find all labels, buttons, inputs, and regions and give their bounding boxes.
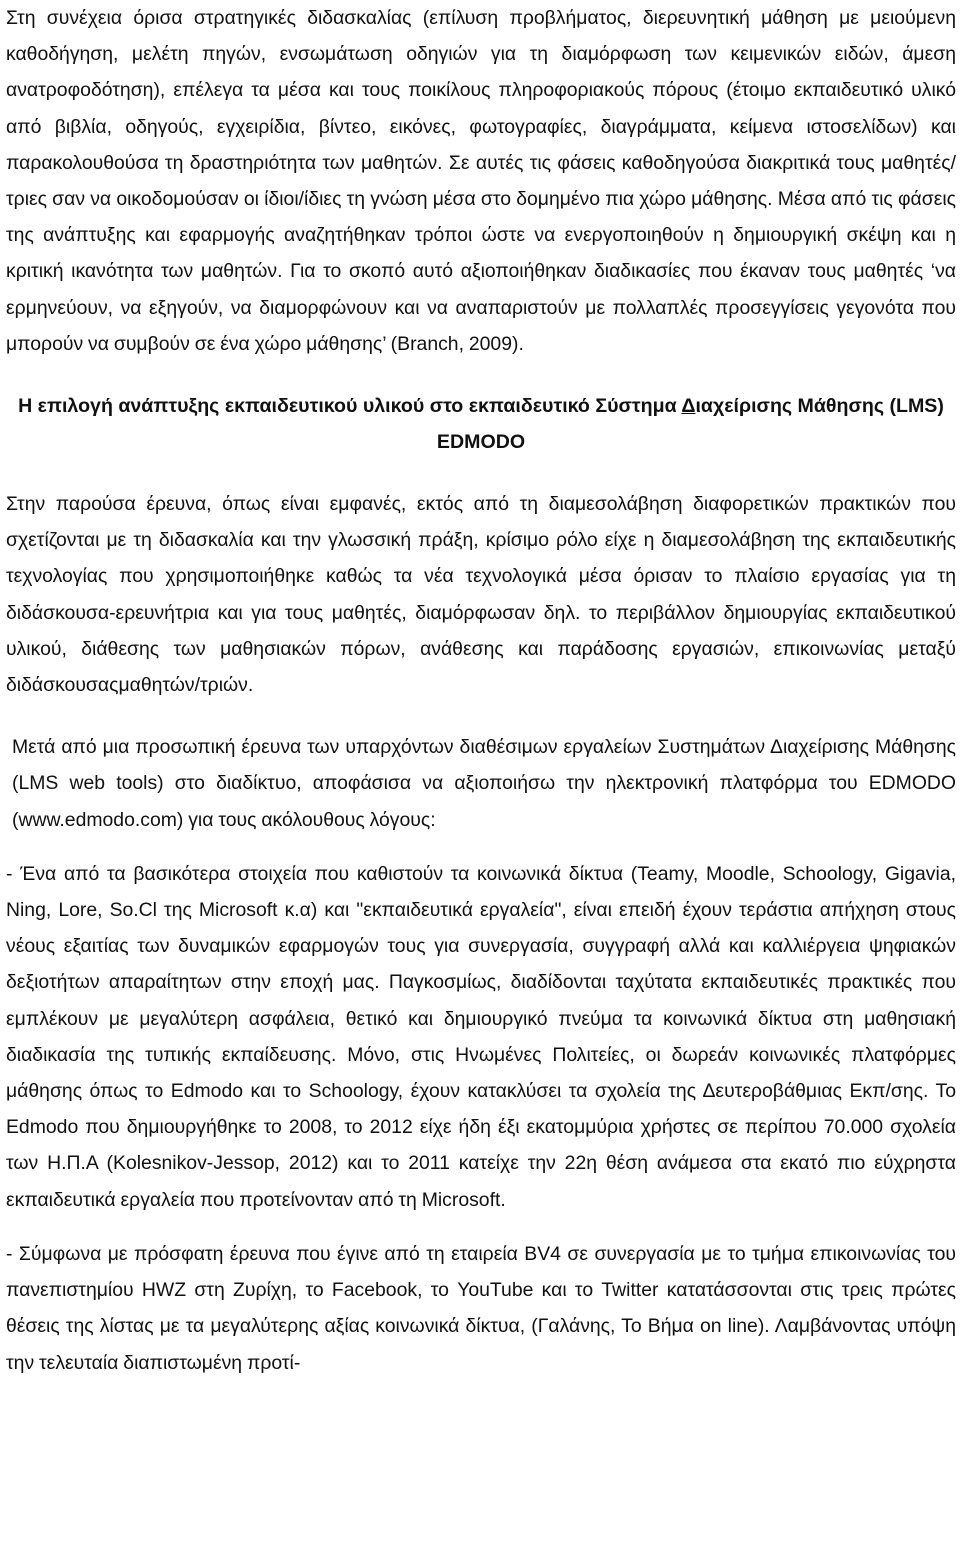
paragraph-edtech-mediation: Στην παρούσα έρευνα, όπως είναι εμφανές, εκτός από τη διαμεσολάβηση διαφορετικών πρακτικών που σχετίζονται με τη διδασκαλία και την γλωσσική πράξη, κρίσιμο ρόλο είχε η διαμεσολάβηση της εκπαιδευτικής τεχνολογίας που χρησιμοποιήθηκε καθώς τα νέα τεχνολογικά μέσα όρισαν το πλαίσιο εργασίας για τη διδάσκουσα-ερευνήτρια και για τους μαθητές, διαμόρφωσαν δηλ. το περιβάλλον δημιουργίας εκπαιδευτικού υλικού, διάθεσης των μαθησιακών πόρων, ανάθεσης και παράδοσης εργασιών, επικοινωνίας μεταξύ διδάσκουσαςμαθητών/τριών. [6, 493, 956, 697]
heading-underlined-letter: Δ [681, 395, 696, 418]
heading-text-start: Η επιλογή ανάπτυξης εκπαιδευτικού υλικού στο εκπαιδευτικό Σύστημα [18, 395, 682, 418]
paragraph-teaching-strategies: Στη συνέχεια όρισα στρατηγικές διδασκαλίας (επίλυση προβλήματος, διερευνητική μάθηση με μειούμενη καθοδήγηση, μελέτη πηγών, ενσωμάτωση οδηγιών για τη διαμόρφωση των κειμενικών ειδών, άμεση ανατροφοδότηση), επέλεγα τα μέσα και τους ποικίλους πληροφοριακούς πόρους (έτοιμο εκπαιδευτικό υλικό από βιβλία, οδηγούς, εγχειρίδια, βίντεο, εικόνες, φωτογραφίες, διαγράμματα, κείμενα ιστοσελίδων) και παρακολουθούσα τη δραστηριότητα των μαθητών. Σε αυτές τις φάσεις καθοδηγούσα διακριτικά τους μαθητές/τριες σαν να οικοδομούσαν οι ίδιοι/ίδιες τη γνώση μέσα στο δομημένο πια χώρο μάθησης. Μέσα από τις φάσεις της ανάπτυξης και εφαρμογής αναζητήθηκαν τρόποι ώστε να ενεργοποιηθούν η δημιουργική σκέψη και η κριτική ικανότητα των μαθητών. Για το σκοπό αυτό αξιοποιήθηκαν διαδικασίες που έκαναν τους μαθητές ‘να ερμηνεύουν, να εξηγούν, να διαμορφώνουν και να αναπαριστούν με πολλαπλές προσεγγίσεις γεγονότα που μπορούν να συμβούν σε ένα χώρο μάθησης’ (Branch, 2009). [6, 7, 956, 355]
paragraph-reason-2: - Σύμφωνα με πρόσφατη έρευνα που έγινε από τη εταιρεία BV4 σε συνεργασία με το τμήμα επικοινωνίας του πανεπιστημίου HWZ στη Ζυρίχη, το Facebook, το YouTube και το Twitter κατατάσσονται στις τρεις πρώτες θέσεις της λίστας με τα μεγαλύτερης αξίας κοινωνικά δίκτυα, (Γαλάνης, Το Βήμα on line). Λαμβάνοντας υπόψη την τελευταία διαπιστωμένη προτί- [6, 1242, 956, 1374]
heading-text-end: ιαχείρισης Μάθησης (LMS) EDMODO [436, 395, 944, 454]
section-heading [6, 388, 956, 460]
paragraph-reason-1: - Ένα από τα βασικότερα στοιχεία που καθιστούν τα κοινωνικά δίκτυα (Teamy, Moodle, Schoology, Gigavia, Ning, Lore, So.Cl της Microsoft κ.α) και "εκπαιδευτικά εργαλεία", είναι επειδή έχουν τεράστια απήχηση στους νέους εξαιτίας των δυναμικών εφαρμογών τους για συνεργασία, συγγραφή αλλά και καλλιέργεια ψηφιακών δεξιοτήτων απαραίτητων στην εποχή μας. Παγκοσμίως, διαδίδονται ταχύτατα εκπαιδευτικές πρακτικές που εμπλέκουν με μεγαλύτερη ασφάλεια, θετικό και δημιουργικό πνεύμα τα κοινωνικά δίκτυα στη μαθησιακή διαδικασία της τυπικής εκπαίδευσης. Μόνο, στις Ηνωμένες Πολιτείες, οι δωρεάν κοινωνικές πλατφόρμες μάθησης όπως το Edmodo και το Schoology, έχουν κατακλύσει τα σχολεία της Δευτεροβάθμιας Εκπ/σης. Το Edmodo που δημιουργήθηκε το 2008, το 2012 είχε ήδη έξι εκατομμύρια χρήστες σε περίπου 70.000 σχολεία των Η.Π.Α (Kolesnikov-Jessop, 2012) και το 2011 κατείχε την 22η θέση ανάμεσα στα εκατό πιο εύχρηστα εκπαιδευτικά εργαλεία που προτείνονταν από τη Microsoft. [6, 862, 956, 1211]
document-page [6, 0, 956, 1381]
paragraph-lms-choice: Μετά από μια προσωπική έρευνα των υπαρχόντων διαθέσιμων εργαλείων Συστημάτων Διαχείρισης Μάθησης (LMS web tools) στο διαδίκτυο, αποφάσισα να αξιοποιήσω την ηλεκτρονική πλατφόρμα του EDMODO (www.edmodo.com) για τους ακόλουθους λόγους: [12, 736, 956, 831]
